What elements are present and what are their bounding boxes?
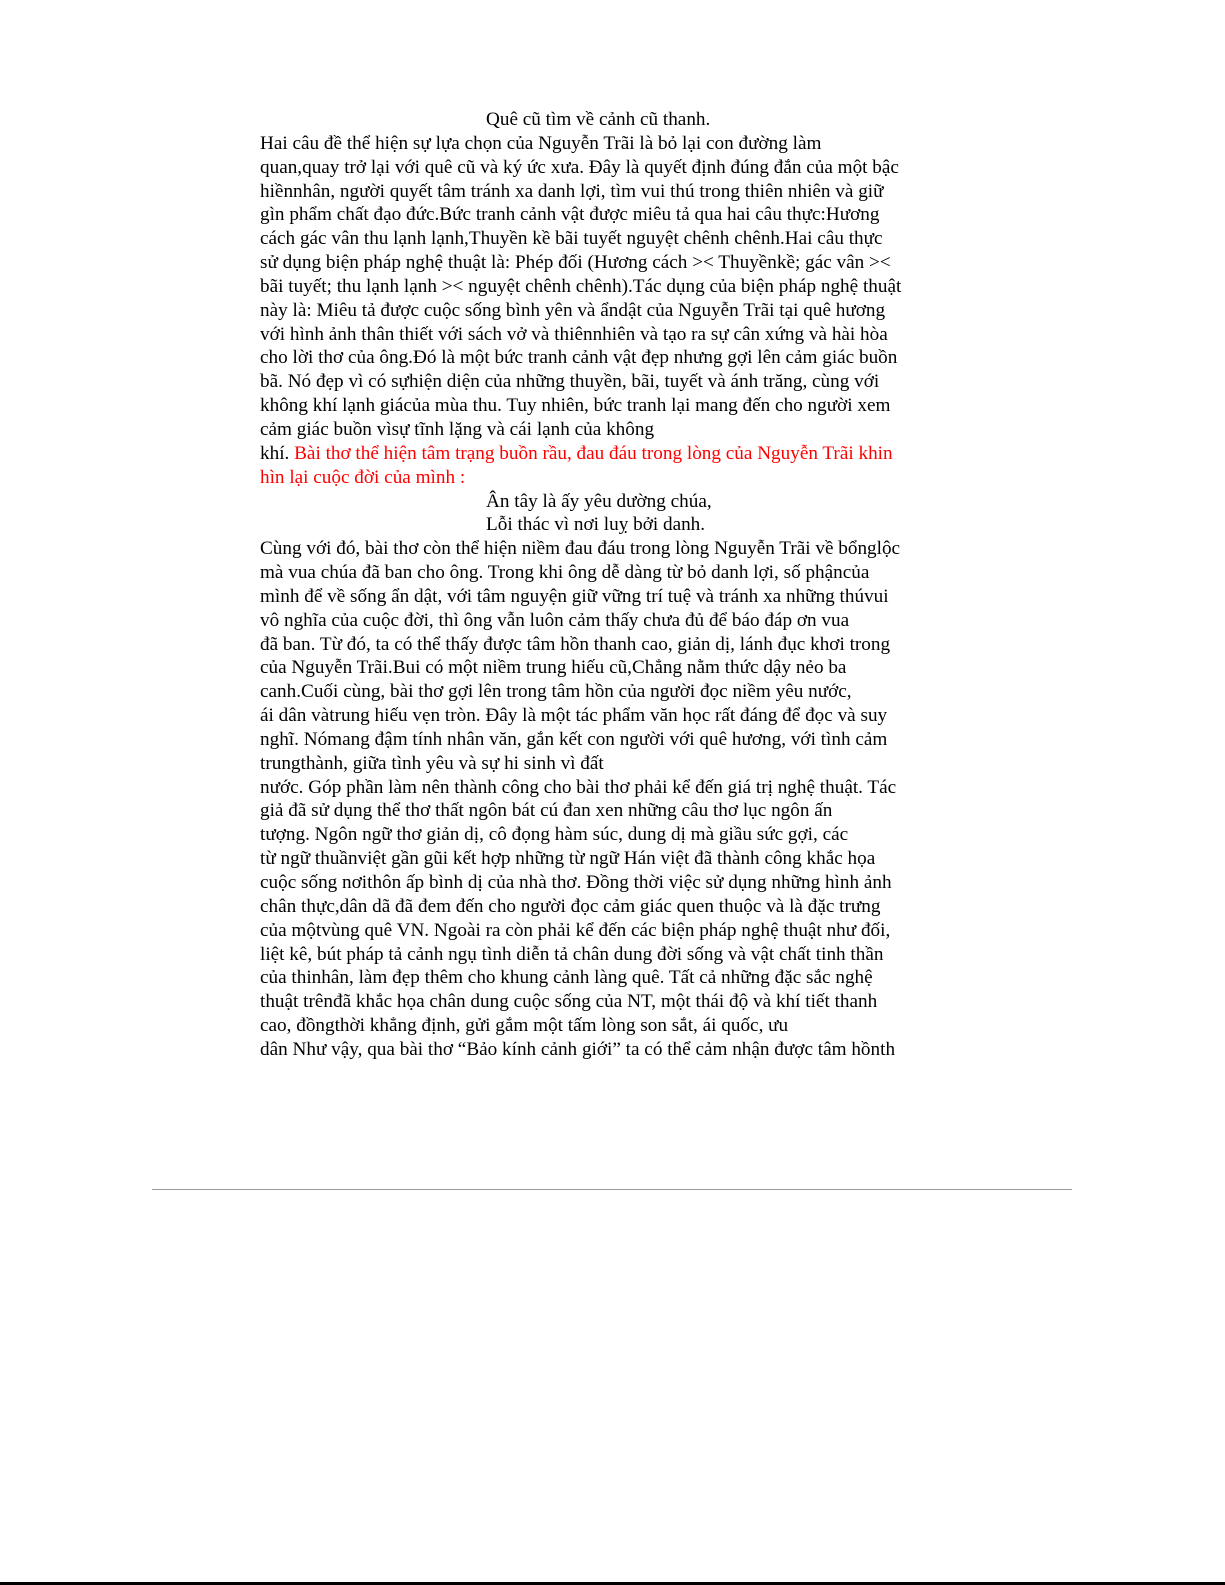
paragraph-line: liệt kê, bút pháp tả cảnh ngụ tình diễn tả chân dung đời sống và vật chất tinh thần bbox=[260, 943, 884, 965]
paragraph-text: khí. bbox=[260, 442, 290, 464]
page-divider bbox=[152, 1189, 1072, 1190]
highlighted-text: Bài thơ thể hiện tâm trạng buồn rầu, đau đáu trong lòng của Nguyễn Trãi khin bbox=[294, 442, 893, 464]
paragraph-line: dân Như vậy, qua bài thơ “Bảo kính cảnh giới” ta có thể cảm nhận được tâm hồnth bbox=[260, 1038, 896, 1060]
paragraph-line: bã. Nó đẹp vì có sựhiện diện của những thuyền, bãi, tuyết và ánh trăng, cùng với bbox=[260, 371, 880, 393]
paragraph-line: tượng. Ngôn ngữ thơ giản dị, cô đọng hàm súc, dung dị mà giầu sức gợi, các bbox=[260, 824, 849, 846]
paragraph-line: cuộc sống nơithôn ấp bình dị của nhà thơ. Đồng thời việc sử dụng những hình ảnh bbox=[260, 872, 892, 893]
paragraph-line: nước. Góp phần làm nên thành công cho bài thơ phải kể đến giá trị nghệ thuật. Tác bbox=[260, 776, 897, 798]
paragraph-line: ái dân vàtrung hiếu vẹn tròn. Đây là một tác phẩm văn học rất đáng để đọc và suy bbox=[260, 705, 888, 727]
paragraph-line: cảm giác buồn vìsự tĩnh lặng và cái lạnh của không bbox=[260, 418, 655, 440]
paragraph-line: với hình ảnh thân thiết với sách vở và thiênnhiên và tạo ra sự cân xứng và hài hòa bbox=[260, 323, 888, 345]
paragraph-line: sử dụng biện pháp nghệ thuật là: Phép đối (Hương cách >< Thuyềnkề; gác vân >< bbox=[260, 252, 891, 274]
paragraph-line: mà vua chúa đã ban cho ông. Trong khi ông dễ dàng từ bỏ danh lợi, số phậncủa bbox=[260, 562, 870, 584]
poem-line: Lỗi thác vì nơi luỵ bởi danh. bbox=[486, 514, 706, 536]
paragraph-line: của mộtvùng quê VN. Ngoài ra còn phải kể đến các biện pháp nghệ thuật như đối, bbox=[260, 919, 891, 941]
highlighted-line: hìn lại cuộc đời của mình : bbox=[260, 466, 466, 488]
paragraph-line: này là: Miêu tả được cuộc sống bình yên và ẩndật của Nguyễn Trãi tại quê hương bbox=[260, 299, 886, 321]
paragraph-line: gìn phẩm chất đạo đức.Bức tranh cảnh vật được miêu tả qua hai câu thực:Hương bbox=[260, 204, 880, 226]
paragraph-line: mình để về sống ẩn dật, với tâm nguyện giữ vững trí tuệ và tránh xa những thúvui bbox=[260, 585, 889, 607]
paragraph-line: canh.Cuối cùng, bài thơ gợi lên trong tâm hồn của người đọc niềm yêu nước, bbox=[260, 681, 852, 703]
paragraph-line: không khí lạnh giácủa mùa thu. Tuy nhiên, bức tranh lại mang đến cho người xem bbox=[260, 395, 891, 417]
paragraph-line: thuật trênđã khắc họa chân dung cuộc sống của NT, một thái độ và khí tiết thanh bbox=[260, 991, 878, 1013]
paragraph-line: hiềnnhân, người quyết tâm tránh xa danh lợi, tìm vui thú trong thiên nhiên và giữ bbox=[260, 180, 884, 202]
paragraph-line: trungthành, giữa tình yêu và sự hi sinh vì đất bbox=[260, 752, 604, 774]
paragraph-line: đã ban. Từ đó, ta có thể thấy được tâm hồn thanh cao, giản dị, lánh đục khơi trong bbox=[260, 633, 891, 655]
paragraph-line: quan,quay trở lại với quê cũ và ký ức xưa. Đây là quyết định đúng đắn của một bậc bbox=[260, 156, 899, 178]
paragraph-line: cho lời thơ của ông.Đó là một bức tranh cảnh vật đẹp nhưng gợi lên cảm giác buồn bbox=[260, 347, 898, 369]
paragraph-line: nghĩ. Nómang đậm tính nhân văn, gắn kết con người với quê hương, với tình cảm bbox=[260, 728, 888, 750]
document-body bbox=[260, 108, 960, 1062]
paragraph-line: chân thực,dân dã đã đem đến cho người đọc cảm giác quen thuộc và là đặc trưng bbox=[260, 895, 881, 917]
paragraph-line: Cùng với đó, bài thơ còn thể hiện niềm đau đáu trong lòng Nguyễn Trãi về bổnglộc bbox=[260, 538, 901, 560]
paragraph-line: của Nguyễn Trãi.Bui có một niềm trung hiếu cũ,Chẳng nằm thức dậy nẻo ba bbox=[260, 657, 847, 679]
paragraph-line: bãi tuyết; thu lạnh lạnh >< nguyệt chênh chênh).Tác dụng của biện pháp nghệ thuật bbox=[260, 275, 902, 297]
paragraph-line: từ ngữ thuầnviệt gần gũi kết hợp những từ ngữ Hán việt đã thành công khắc họa bbox=[260, 848, 876, 870]
paragraph-line-mixed bbox=[260, 442, 960, 466]
paragraph-line: vô nghĩa của cuộc đời, thì ông vẫn luôn cảm thấy chưa đủ để báo đáp ơn vua bbox=[260, 609, 850, 631]
poem-line: Quê cũ tìm về cảnh cũ thanh. bbox=[486, 109, 711, 130]
paragraph-line: Hai câu đề thể hiện sự lựa chọn của Nguyễn Trãi là bỏ lại con đường làm bbox=[260, 132, 822, 154]
poem-line: Ân tây là ấy yêu dường chúa, bbox=[486, 490, 712, 512]
paragraph-line: cách gác vân thu lạnh lạnh,Thuyền kề bãi tuyết nguyệt chênh chênh.Hai câu thực bbox=[260, 228, 883, 250]
paragraph-line: giả đã sử dụng thể thơ thất ngôn bát cú đan xen những câu thơ lục ngôn ấn bbox=[260, 800, 833, 822]
paragraph-line: cao, đồngthời khẳng định, gửi gắm một tấm lòng son sắt, ái quốc, ưu bbox=[260, 1015, 789, 1037]
paragraph-line: của thinhân, làm đẹp thêm cho khung cảnh làng quê. Tất cả những đặc sắc nghệ bbox=[260, 967, 873, 989]
